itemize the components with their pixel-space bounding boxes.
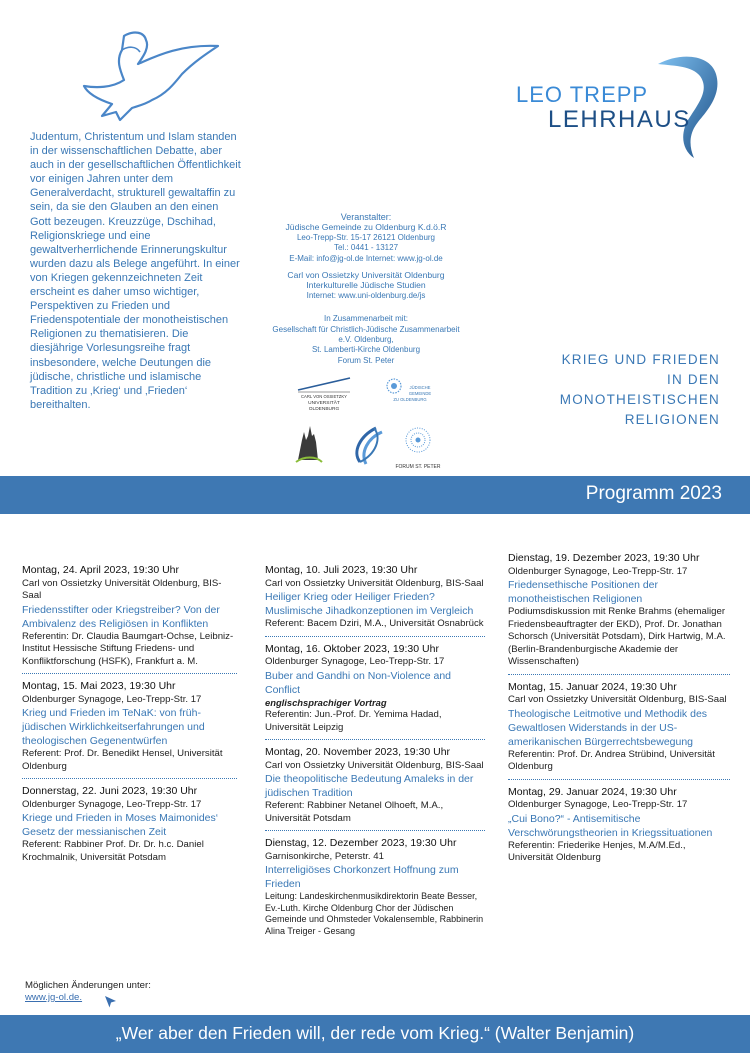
event-title: Die theopolitische Bedeutung Amaleks in der jüdischen Tradition bbox=[265, 773, 474, 799]
event-location: Carl von Ossietzky Universität Oldenburg, BIS-Saal bbox=[265, 759, 484, 771]
event-item bbox=[22, 785, 237, 864]
intro-text: Judentum, Christentum und Islam standen in der wissenschaftlichen Debatte, aber auch in der gesellschaftlichen Öffentlichkeit vor einigen Jahren unter dem Generalverdacht, strukturell gewaltaffin zu sein, da sie den Glauben an den einen Gott bezeugen. Kreuzzüge, Dschihad, Religionskriege und eine gewaltverherrlichende Erinnerungskultur wurden dazu als Belege angeführt. In einer von Kriegen gekennzeichneten Zeit erscheint es daher umso wichtiger, Perspektiven zu Frieden und Friedenspotentiale der monotheistischen Religionen zu thematisieren. Die diesjährige Vorlesungsreihe fragt insbesondere, welche Deutungen die jüdische, christliche und islamische Tradition zu ‚Krieg‘ und ‚Frieden‘ bereithalten. bbox=[30, 131, 241, 411]
theme-line4: RELIGIONEN bbox=[624, 412, 720, 427]
event-item bbox=[22, 680, 237, 773]
event-location: Garnisonkirche, Peterstr. 41 bbox=[265, 850, 384, 862]
quote-text: „Wer aber den Frieden will, der rede vom Krieg.“ (Walter Benjamin) bbox=[115, 1023, 635, 1043]
gemeinde-logo-line2: GEMEINDE bbox=[408, 391, 432, 396]
event-location: Carl von Ossietzky Universität Oldenburg, BIS-Saal bbox=[265, 577, 484, 589]
event-location: Oldenburger Synagoge, Leo-Trepp-Str. 17 bbox=[508, 565, 688, 577]
cursor-icon bbox=[104, 995, 118, 1009]
event-speaker: Referentin: Prof. Dr. Andrea Strübind, Universität Oldenburg bbox=[508, 748, 715, 772]
event-date: Montag, 15. Januar 2024, 19:30 Uhr bbox=[508, 680, 677, 693]
organizer-address: Leo-Trepp-Str. 15-17 26121 Oldenburg bbox=[296, 232, 435, 242]
event-title: Buber and Gandhi on Non-Violence and Conflict bbox=[265, 669, 452, 696]
event-divider bbox=[508, 779, 730, 780]
event-divider bbox=[508, 674, 730, 675]
event-title: Friedensstifter oder Kriegstreiber? Von der Ambivalenz des Religiösen in Konflikten bbox=[22, 603, 220, 630]
event-title: Friedensethische Positionen der monotheistischen Religionen bbox=[508, 579, 659, 605]
event-date: Donnerstag, 22. Juni 2023, 19:30 Uhr bbox=[22, 785, 198, 797]
event-language-note: englischsprachiger Vortrag bbox=[265, 696, 387, 708]
dove-icon bbox=[82, 28, 232, 123]
gcjz-logo bbox=[357, 428, 382, 464]
event-speaker: Referentin: Friederike Henjes, M.A/M.Ed., Universität Oldenburg bbox=[508, 839, 686, 863]
event-item bbox=[265, 643, 485, 735]
event-item bbox=[265, 564, 485, 631]
event-speaker: Referent: Prof. Dr. Benedikt Hensel, Universität Oldenburg bbox=[22, 748, 223, 772]
event-title: Krieg und Frieden im TeNaK: von früh-jüdischen Wirklichkeitserfahrungen und theologischen Gegenentwürfen bbox=[22, 707, 205, 747]
organizer-org2b: Interkulturelle Jüdische Studien bbox=[306, 280, 426, 291]
organizer-org2: Carl von Ossietzky Universität Oldenburg bbox=[287, 270, 445, 281]
event-title: Kriege und Frieden in Moses Maimonides‘ Gesetz der messianischen Zeit bbox=[22, 812, 219, 838]
event-date: Montag, 24. April 2023, 19:30 Uhr bbox=[22, 564, 180, 576]
event-speaker: Referent: Bacem Dziri, M.A., Universität Osnabrück bbox=[265, 618, 484, 629]
event-speaker: Referentin: Dr. Claudia Baumgart-Ochse, Leibniz-Institut Hessische Stiftung Friedens- und Konfliktforschung (HSFK), Frankfurt a. M. bbox=[22, 630, 234, 667]
gemeinde-logo bbox=[387, 379, 431, 402]
organizer-phone: Tel.: 0441 - 13127 bbox=[333, 243, 399, 253]
partner-logos bbox=[290, 376, 450, 476]
event-item bbox=[508, 552, 730, 669]
event-speaker: Leitung: Landeskirchenmusikdirektorin Beate Besser, Ev.-Luth. Kirche Oldenburg Chor der Jüdischen Gemeinde und Ohmsteder Vokalensemble, Rabbinerin Alina Treiger - Gesang bbox=[265, 891, 484, 936]
event-date: Dienstag, 19. Dezember 2023, 19:30 Uhr bbox=[508, 552, 700, 564]
event-location: Carl von Ossietzky Universität Oldenburg, BIS-Saal bbox=[22, 577, 222, 601]
changes-note bbox=[25, 980, 151, 1004]
event-speaker: Referent: Rabbiner Prof. Dr. Dr. h.c. Daniel Krochmalnik, Universität Potsdam bbox=[22, 839, 204, 863]
event-item bbox=[508, 786, 730, 865]
uni-logo-line1: CARL VON OSSIETZKY bbox=[301, 394, 347, 399]
event-item bbox=[265, 746, 485, 825]
lamberti-church-logo bbox=[296, 426, 322, 462]
event-item bbox=[22, 564, 237, 668]
event-speaker: Podiumsdiskussion mit Renke Brahms (ehemaliger Friedensbeauftragter der EKD), Prof. Dr. Jonathan Schorsch (Universität Potsdam), Dirk Hartwig, M.A. (Berlin-Brandenburgische Akademie der Wissenschaften) bbox=[508, 606, 726, 667]
event-date: Montag, 16. Oktober 2023, 19:30 Uhr bbox=[265, 642, 439, 655]
organizer-org1: Jüdische Gemeinde zu Oldenburg K.d.ö.R bbox=[285, 222, 447, 233]
event-title: Theologische Leitmotive und Methodik des Gewaltlosen Widerstands in der US-amerikanischen Bürgerrechtsbewegung bbox=[508, 707, 708, 748]
event-location: Carl von Ossietzky Universität Oldenburg, BIS-Saal bbox=[508, 694, 727, 705]
organizer-heading: Veranstalter: bbox=[340, 212, 392, 222]
event-divider bbox=[22, 673, 237, 674]
brand-line2: LEHRHAUS bbox=[548, 106, 691, 133]
event-location: Oldenburger Synagoge, Leo-Trepp-Str. 17 bbox=[265, 656, 445, 667]
gemeinde-logo-line3: ZU OLDENBURG bbox=[393, 397, 427, 402]
program-title: Programm 2023 bbox=[585, 483, 722, 504]
website-link[interactable]: www.jg-ol.de. bbox=[25, 992, 83, 1003]
theme-title bbox=[520, 350, 720, 430]
theme-line3: MONOTHEISTISCHEN bbox=[559, 392, 720, 407]
program-column-2 bbox=[265, 564, 485, 941]
event-divider bbox=[22, 778, 237, 779]
organizer-block bbox=[250, 212, 482, 366]
changes-text: Möglichen Änderungen unter: bbox=[25, 980, 151, 991]
coop-line1: Gesellschaft für Christlich-Jüdische Zusammenarbeit bbox=[272, 324, 460, 334]
event-item bbox=[265, 837, 485, 937]
organizer-org2-web: Internet: www.uni-oldenburg.de/js bbox=[306, 290, 426, 300]
event-location: Oldenburger Synagoge, Leo-Trepp-Str. 17 bbox=[22, 693, 202, 705]
organizer-email-web: E-Mail: info@jg-ol.de Internet: www.jg-ol.de bbox=[289, 253, 443, 263]
theme-line2: IN DEN bbox=[667, 372, 720, 387]
event-location: Oldenburger Synagoge, Leo-Trepp-Str. 17 bbox=[22, 798, 202, 810]
event-title: „Cui Bono?“ - Antisemitische Verschwörungstheorien in Kriegssituationen bbox=[508, 812, 713, 839]
event-title: Heiliger Krieg oder Heiliger Frieden? Muslimische Jihadkonzeptionen im Vergleich bbox=[265, 591, 474, 617]
event-title: Interreligiöses Chorkonzert Hoffnung zum Frieden bbox=[265, 864, 459, 890]
event-divider bbox=[265, 636, 485, 637]
forum-logo-text: FORUM ST. PETER bbox=[395, 464, 441, 470]
event-date: Montag, 15. Mai 2023, 19:30 Uhr bbox=[22, 680, 176, 692]
quote-banner bbox=[0, 1015, 750, 1053]
event-speaker: Referent: Rabbiner Netanel Olhoeft, M.A., Universität Potsdam bbox=[265, 800, 444, 824]
event-date: Dienstag, 12. Dezember 2023, 19:30 Uhr bbox=[265, 837, 457, 849]
coop-line2: e.V. Oldenburg, bbox=[338, 335, 394, 345]
brand-line1: LEO TREPP bbox=[516, 82, 649, 107]
coop-heading: In Zusammenarbeit mit: bbox=[323, 314, 409, 324]
uni-logo-line2: UNIVERSITÄT bbox=[308, 401, 340, 406]
event-divider bbox=[265, 739, 485, 740]
coop-line4: Forum St. Peter bbox=[337, 355, 395, 365]
forum-st-peter-logo bbox=[395, 428, 440, 470]
theme-line1: KRIEG UND FRIEDEN bbox=[561, 352, 720, 367]
program-column-3 bbox=[508, 552, 730, 869]
university-logo bbox=[298, 378, 350, 412]
program-banner bbox=[0, 476, 750, 514]
program-column-1 bbox=[22, 564, 237, 868]
event-location: Oldenburger Synagoge, Leo-Trepp-Str. 17 bbox=[508, 799, 688, 810]
event-divider bbox=[265, 830, 485, 831]
gemeinde-logo-line1: JÜDISCHE bbox=[409, 385, 431, 390]
event-item bbox=[508, 681, 730, 774]
event-date: Montag, 29. Januar 2024, 19:30 Uhr bbox=[508, 785, 677, 798]
event-date: Montag, 20. November 2023, 19:30 Uhr bbox=[265, 746, 451, 758]
coop-line3: St. Lamberti-Kirche Oldenburg bbox=[311, 345, 421, 355]
event-date: Montag, 10. Juli 2023, 19:30 Uhr bbox=[265, 564, 418, 576]
uni-logo-line3: OLDENBURG bbox=[308, 407, 340, 412]
event-speaker: Referentin: Jun.-Prof. Dr. Yemima Hadad, Universität Leipzig bbox=[265, 709, 442, 733]
